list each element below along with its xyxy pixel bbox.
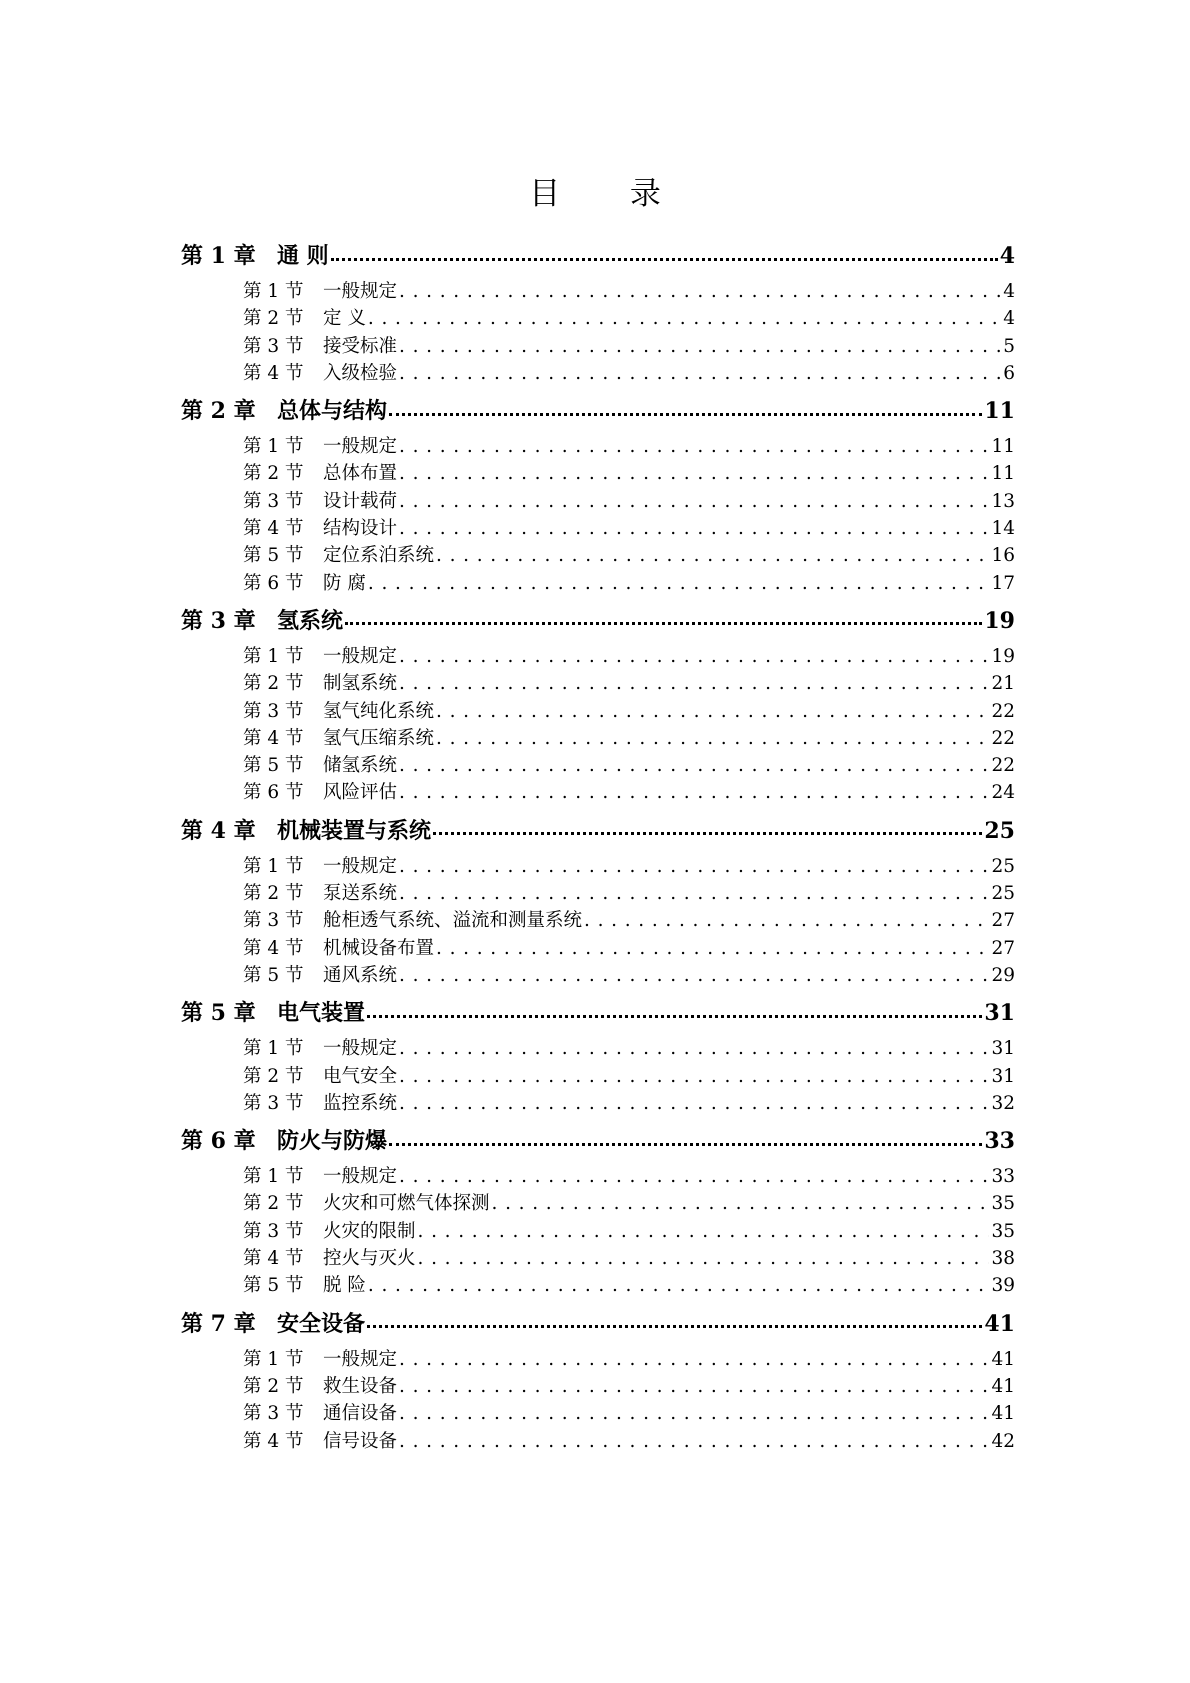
toc-section-entry[interactable] (181, 643, 1015, 670)
section-page-number: 38 (991, 1248, 1015, 1270)
section-title: 火灾和可燃气体探测 (323, 1193, 490, 1215)
section-page-number: 11 (991, 436, 1015, 458)
section-title: 脱 险 (323, 1275, 366, 1297)
toc-section-entry[interactable] (181, 725, 1015, 752)
section-number: 第 2 节 (243, 1065, 304, 1087)
section-title: 一般规定 (323, 855, 398, 877)
section-number: 第 3 节 (243, 1403, 304, 1425)
toc-section-entry[interactable] (181, 433, 1015, 460)
chapter-title: 安全设备 (277, 1310, 366, 1337)
section-page-number: 41 (991, 1348, 1015, 1370)
toc-chapter-entry[interactable] (181, 813, 1015, 849)
section-number: 第 3 节 (243, 910, 304, 932)
dot-leader (492, 1190, 990, 1217)
section-title: 火灾的限制 (323, 1220, 416, 1242)
toc-section-entry[interactable] (181, 935, 1015, 962)
section-title: 监控系统 (323, 1092, 398, 1114)
section-title: 舱柜透气系统、溢流和测量系统 (323, 910, 583, 932)
section-page-number: 17 (991, 572, 1015, 594)
dot-leader (368, 305, 1001, 332)
section-title: 一般规定 (323, 436, 398, 458)
section-page-number: 25 (991, 883, 1015, 905)
section-number: 第 3 节 (243, 490, 304, 512)
dot-leader (399, 488, 989, 515)
section-title: 一般规定 (323, 1348, 398, 1370)
section-title: 结构设计 (323, 518, 398, 540)
toc-section-entry[interactable] (181, 488, 1015, 515)
section-title: 设计载荷 (323, 490, 398, 512)
dot-leader (399, 779, 989, 806)
dot-leader (436, 542, 989, 569)
toc-chapter-entry[interactable] (181, 1123, 1015, 1159)
toc-section-entry[interactable] (181, 752, 1015, 779)
section-page-number: 31 (991, 1065, 1015, 1087)
dot-leader (389, 1143, 982, 1146)
section-number: 第 2 节 (243, 1193, 304, 1215)
section-page-number: 21 (991, 673, 1015, 695)
dot-leader (399, 752, 989, 779)
dot-leader (399, 670, 989, 697)
chapter-number: 第 7 章 (181, 1310, 256, 1337)
section-page-number: 16 (991, 545, 1015, 567)
toc-section-entry[interactable] (181, 515, 1015, 542)
section-title: 制氢系统 (323, 673, 398, 695)
section-title: 一般规定 (323, 1038, 398, 1060)
section-title: 控火与灭火 (323, 1248, 416, 1270)
section-page-number: 4 (1003, 281, 1015, 302)
chapter-title: 机械装置与系统 (277, 817, 432, 844)
section-title: 总体布置 (323, 463, 398, 485)
section-number: 第 1 节 (243, 645, 304, 667)
dot-leader (399, 1373, 989, 1400)
section-title: 入级检验 (323, 362, 398, 384)
chapter-page-number: 31 (984, 1000, 1015, 1027)
chapter-page-number: 41 (984, 1310, 1015, 1337)
section-number: 第 3 节 (243, 700, 304, 722)
section-number: 第 1 节 (243, 1038, 304, 1060)
section-number: 第 4 节 (243, 1430, 304, 1452)
toc-section-entry[interactable] (181, 962, 1015, 989)
toc-section-entry[interactable] (181, 570, 1015, 597)
toc-section-entry[interactable] (181, 670, 1015, 697)
chapter-title: 防火与防爆 (277, 1128, 388, 1155)
dot-leader (418, 1218, 990, 1245)
section-page-number: 5 (1003, 335, 1015, 357)
section-number: 第 2 节 (243, 308, 304, 330)
section-title: 储氢系统 (323, 755, 398, 777)
section-number: 第 5 节 (243, 755, 304, 777)
toc-section-entry[interactable] (181, 1163, 1015, 1190)
section-page-number: 14 (991, 518, 1015, 540)
toc-section-entry[interactable] (181, 1373, 1015, 1400)
dot-leader (399, 278, 1001, 305)
section-page-number: 27 (991, 937, 1015, 959)
toc-section-entry[interactable] (181, 1428, 1015, 1455)
section-page-number: 35 (991, 1193, 1015, 1215)
dot-leader (399, 1090, 989, 1117)
dot-leader (399, 1063, 989, 1090)
section-title: 信号设备 (323, 1430, 398, 1452)
section-page-number: 22 (991, 755, 1015, 777)
page-title: 目 录 (529, 176, 691, 212)
dot-leader (399, 360, 1001, 387)
toc-chapter-entry[interactable] (181, 995, 1015, 1031)
section-page-number: 32 (991, 1092, 1015, 1114)
toc-section-entry[interactable] (181, 360, 1015, 387)
dot-leader (399, 333, 1001, 360)
section-number: 第 5 节 (243, 964, 304, 986)
dot-leader (399, 515, 989, 542)
section-title: 机械设备布置 (323, 937, 435, 959)
section-title: 一般规定 (323, 1166, 398, 1188)
toc-section-entry[interactable] (181, 278, 1015, 305)
toc-section-entry[interactable] (181, 1346, 1015, 1373)
toc-chapter-entry[interactable] (181, 1306, 1015, 1342)
section-page-number: 41 (991, 1375, 1015, 1397)
dot-leader (399, 880, 989, 907)
toc-section-entry[interactable] (181, 880, 1015, 907)
dot-leader (584, 907, 989, 934)
section-number: 第 2 节 (243, 673, 304, 695)
section-page-number: 39 (991, 1275, 1015, 1297)
dot-leader (418, 1245, 990, 1272)
toc-section-entry[interactable] (181, 853, 1015, 880)
chapter-number: 第 6 章 (181, 1128, 256, 1155)
dot-leader (331, 258, 998, 261)
toc-section-entry[interactable] (181, 1218, 1015, 1245)
section-title: 定位系泊系统 (323, 545, 435, 567)
section-title: 电气安全 (323, 1065, 398, 1087)
chapter-page-number: 11 (984, 398, 1015, 425)
dot-leader (345, 622, 982, 625)
section-title: 风险评估 (323, 782, 398, 804)
chapter-number: 第 4 章 (181, 817, 256, 844)
section-number: 第 4 节 (243, 727, 304, 749)
section-number: 第 4 节 (243, 1248, 304, 1270)
section-number: 第 2 节 (243, 883, 304, 905)
toc-section-entry[interactable] (181, 1272, 1015, 1299)
section-page-number: 19 (991, 645, 1015, 667)
section-page-number: 25 (991, 855, 1015, 877)
toc-section-entry[interactable] (181, 460, 1015, 487)
section-page-number: 31 (991, 1038, 1015, 1060)
section-number: 第 2 节 (243, 1375, 304, 1397)
section-number: 第 2 节 (243, 463, 304, 485)
section-page-number: 33 (991, 1166, 1015, 1188)
section-number: 第 5 节 (243, 1275, 304, 1297)
toc-section-entry[interactable] (181, 1063, 1015, 1090)
section-page-number: 4 (1003, 308, 1015, 330)
section-page-number: 22 (991, 727, 1015, 749)
section-page-number: 22 (991, 700, 1015, 722)
section-number: 第 5 节 (243, 545, 304, 567)
dot-leader (367, 1325, 982, 1328)
dot-leader (399, 1035, 989, 1062)
section-number: 第 1 节 (243, 281, 304, 302)
chapter-page-number: 33 (984, 1128, 1015, 1155)
chapter-title: 氢系统 (277, 607, 344, 634)
section-page-number: 6 (1003, 362, 1015, 384)
section-title: 氢气压缩系统 (323, 727, 435, 749)
section-number: 第 1 节 (243, 436, 304, 458)
dot-leader (399, 433, 989, 460)
toc-section-entry[interactable] (181, 907, 1015, 934)
toc-section-entry[interactable] (181, 698, 1015, 725)
dot-leader (399, 1346, 989, 1373)
dot-leader (399, 643, 989, 670)
toc-section-entry[interactable] (181, 1190, 1015, 1217)
section-page-number: 42 (991, 1430, 1015, 1452)
dot-leader (436, 698, 989, 725)
section-page-number: 41 (991, 1403, 1015, 1425)
section-number: 第 4 节 (243, 362, 304, 384)
dot-leader (399, 962, 989, 989)
section-number: 第 1 节 (243, 1348, 304, 1370)
section-page-number: 35 (991, 1220, 1015, 1242)
chapter-number: 第 3 章 (181, 607, 256, 634)
section-title: 一般规定 (323, 645, 398, 667)
section-number: 第 3 节 (243, 1092, 304, 1114)
dot-leader (436, 725, 989, 752)
chapter-number: 第 1 章 (181, 243, 256, 269)
section-number: 第 3 节 (243, 335, 304, 357)
toc-chapter-entry[interactable] (181, 603, 1015, 639)
section-number: 第 6 节 (243, 572, 304, 594)
dot-leader (399, 1400, 989, 1427)
dot-leader (389, 413, 982, 416)
section-title: 接受标准 (323, 335, 398, 357)
section-page-number: 29 (991, 964, 1015, 986)
dot-leader (399, 1163, 989, 1190)
toc-section-entry[interactable] (181, 333, 1015, 360)
section-number: 第 1 节 (243, 855, 304, 877)
chapter-page-number: 4 (999, 243, 1015, 269)
section-number: 第 1 节 (243, 1166, 304, 1188)
toc-chapter-entry[interactable] (181, 393, 1015, 429)
section-number: 第 4 节 (243, 937, 304, 959)
toc-section-entry[interactable] (181, 305, 1015, 332)
section-page-number: 13 (991, 490, 1015, 512)
section-page-number: 24 (991, 782, 1015, 804)
toc-section-entry[interactable] (181, 1245, 1015, 1272)
section-title: 氢气纯化系统 (323, 700, 435, 722)
dot-leader (399, 1428, 989, 1455)
chapter-title: 通 则 (277, 243, 329, 269)
section-number: 第 4 节 (243, 518, 304, 540)
table-of-contents (181, 238, 1015, 1455)
chapter-number: 第 2 章 (181, 398, 256, 425)
section-page-number: 27 (991, 910, 1015, 932)
dot-leader (399, 460, 989, 487)
chapter-title: 电气装置 (277, 1000, 366, 1027)
section-number: 第 6 节 (243, 782, 304, 804)
chapter-page-number: 19 (984, 607, 1015, 634)
toc-section-entry[interactable] (181, 779, 1015, 806)
dot-leader (367, 1015, 982, 1018)
section-number: 第 3 节 (243, 1220, 304, 1242)
dot-leader (436, 935, 989, 962)
section-title: 定 义 (323, 308, 366, 330)
toc-section-entry[interactable] (181, 1400, 1015, 1427)
section-title: 通风系统 (323, 964, 398, 986)
dot-leader (433, 832, 982, 835)
chapter-title: 总体与结构 (277, 398, 388, 425)
toc-section-entry[interactable] (181, 542, 1015, 569)
chapter-number: 第 5 章 (181, 1000, 256, 1027)
toc-chapter-entry[interactable] (181, 238, 1015, 274)
section-title: 防 腐 (323, 572, 366, 594)
section-title: 一般规定 (323, 281, 398, 302)
section-title: 泵送系统 (323, 883, 398, 905)
dot-leader (368, 1272, 990, 1299)
toc-section-entry[interactable] (181, 1090, 1015, 1117)
section-title: 通信设备 (323, 1403, 398, 1425)
section-title: 救生设备 (323, 1375, 398, 1397)
dot-leader (399, 853, 989, 880)
dot-leader (368, 570, 990, 597)
chapter-page-number: 25 (984, 817, 1015, 844)
section-page-number: 11 (991, 463, 1015, 485)
toc-section-entry[interactable] (181, 1035, 1015, 1062)
